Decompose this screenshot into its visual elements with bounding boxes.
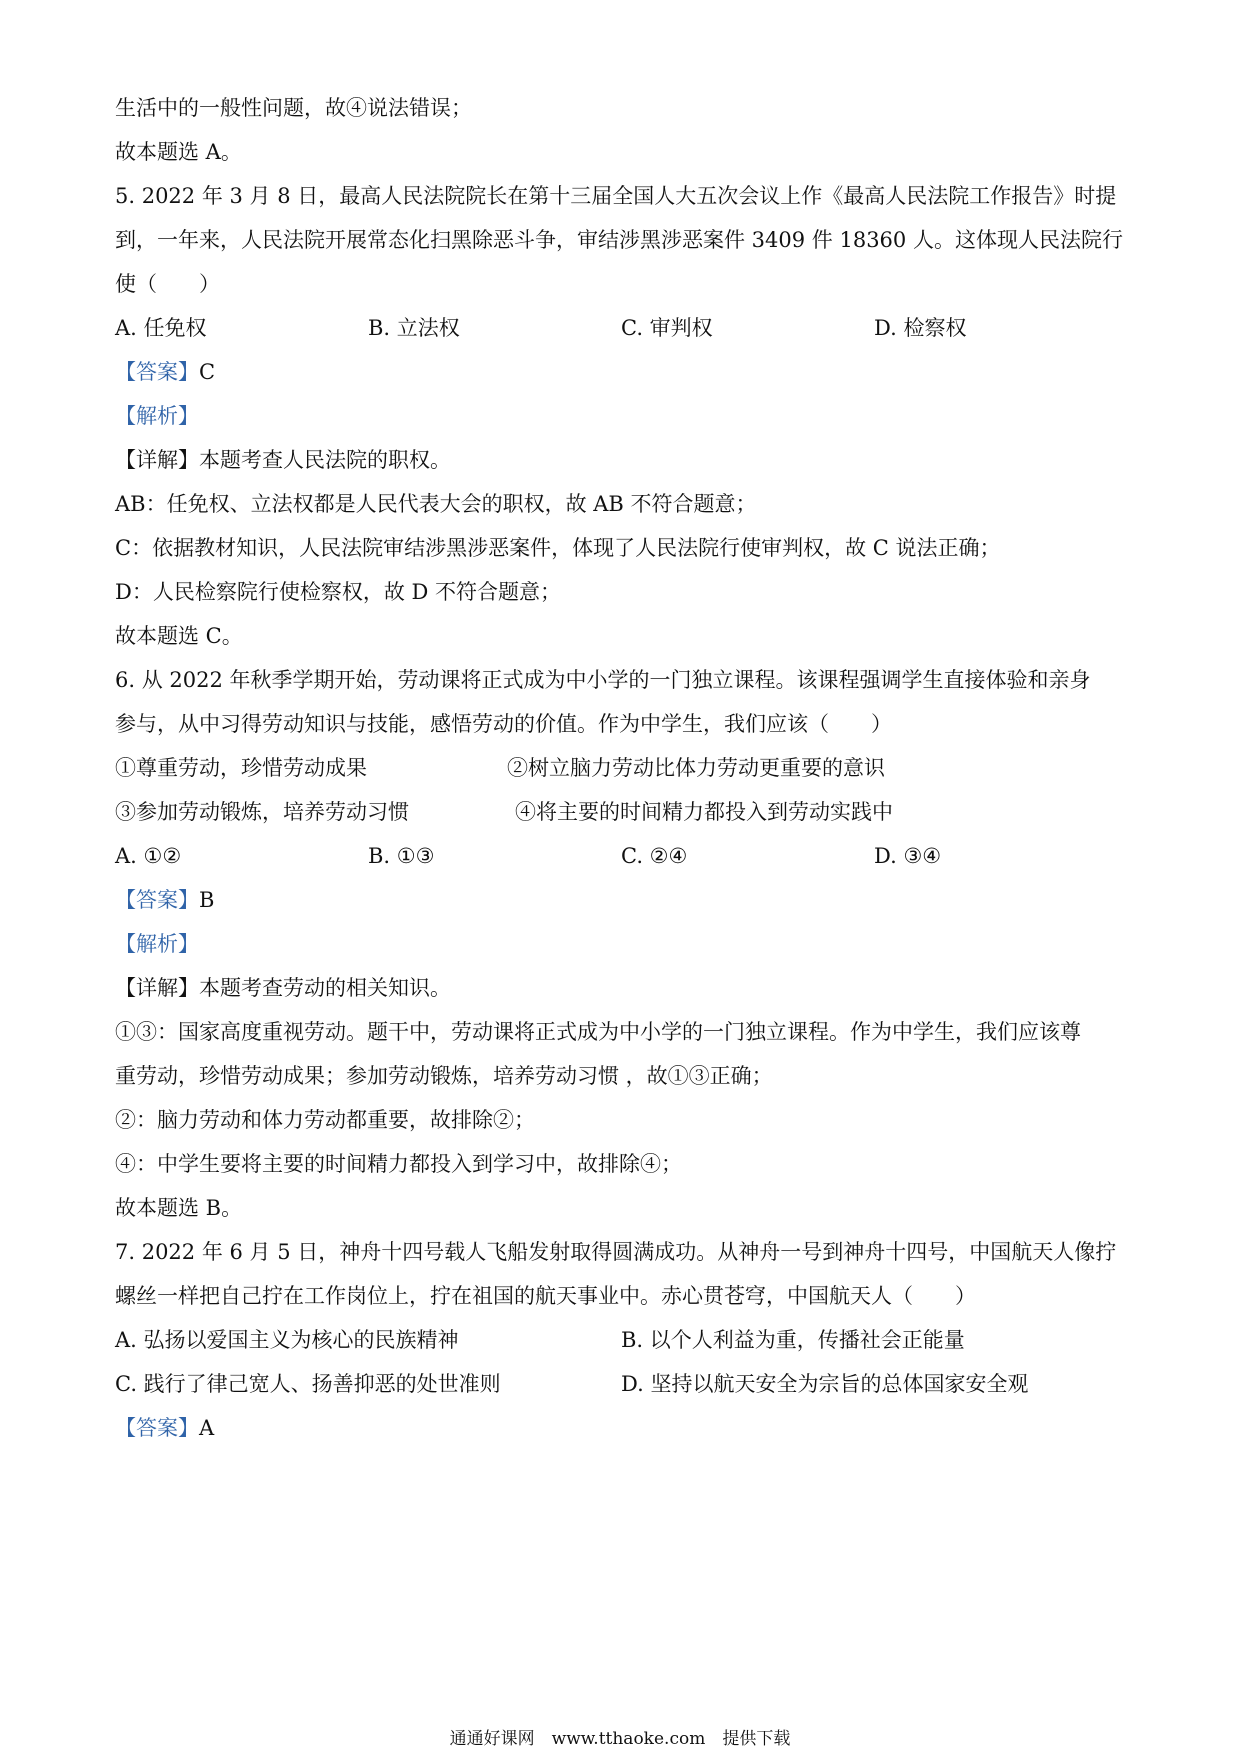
explanation-line: D：人民检察院行使检察权，故 D 不符合题意； [115,580,562,604]
explanation-line: 重劳动，珍惜劳动成果；参加劳动锻炼，培养劳动习惯 ，故①③正确； [115,1064,773,1088]
option-a: A. ①② [115,844,182,868]
select-line: 故本题选 C。 [115,624,243,648]
question-5-stem: 使（ ） [115,272,220,296]
detail-tag: 【详解】 [115,448,199,472]
detail-text: 本题考查劳动的相关知识。 [199,976,451,1000]
explanation-line: AB：任免权、立法权都是人民代表大会的职权，故 AB 不符合题意； [115,492,757,516]
option-a: A. 弘扬以爱国主义为核心的民族精神 [115,1328,459,1352]
option-d: D. 坚持以航天安全为宗旨的总体国家安全观 [621,1372,1029,1396]
answer-tag: 【答案】 [115,360,199,384]
option-c: C. 审判权 [621,316,713,340]
answer-value: C [199,360,216,384]
analysis-tag: 【解析】 [115,932,199,956]
option-a: A. 任免权 [115,316,207,340]
detail-text: 本题考查人民法院的职权。 [199,448,451,472]
explanation-line: C：依据教材知识，人民法院审结涉黑涉恶案件，体现了人民法院行使审判权，故 C 说法正确； [115,536,1001,560]
question-7-stem: 螺丝一样把自己拧在工作岗位上，拧在祖国的航天事业中。赤心贯苍穹，中国航天人（ ） [115,1284,976,1308]
answer-line [115,1413,214,1443]
answer-line [115,357,215,387]
page-footer: 通通好课网 www.tthaoke.com 提供下载 [449,1729,791,1749]
answer-tag: 【答案】 [115,888,199,912]
statement-4: ④将主要的时间精力都投入到劳动实践中 [515,800,893,824]
analysis-line [115,401,199,431]
answer-value: A [199,1416,215,1440]
text-line: 生活中的一般性问题，故④说法错误； [115,96,472,120]
option-d: D. ③④ [874,844,942,868]
explanation-line: ②：脑力劳动和体力劳动都重要，故排除②； [115,1108,535,1132]
detail-line [115,973,451,1003]
statement-1: ①尊重劳动，珍惜劳动成果 [115,756,367,780]
select-line: 故本题选 B。 [115,1196,243,1220]
analysis-line [115,929,199,959]
question-7-stem: 7. 2022 年 6 月 5 日，神舟十四号载人飞船发射取得圆满成功。从神舟一号到神舟十四号，中国航天人像拧 [115,1240,1117,1264]
text-line: 故本题选 A。 [115,140,242,164]
explanation-line: ④：中学生要将主要的时间精力都投入到学习中，故排除④； [115,1152,682,1176]
detail-line [115,445,451,475]
analysis-tag: 【解析】 [115,404,199,428]
explanation-line: ①③：国家高度重视劳动。题干中，劳动课将正式成为中小学的一门独立课程。作为中学生，我们应该尊 [115,1020,1081,1044]
answer-value: B [199,888,215,912]
question-6-stem: 参与，从中习得劳动知识与技能，感悟劳动的价值。作为中学生，我们应该（ ） [115,712,892,736]
option-c: C. 践行了律己宽人、扬善抑恶的处世准则 [115,1372,501,1396]
option-b: B. 立法权 [368,316,460,340]
option-d: D. 检察权 [874,316,967,340]
option-c: C. ②④ [621,844,688,868]
option-b: B. ①③ [368,844,435,868]
question-5-stem: 到，一年来，人民法院开展常态化扫黑除恶斗争，审结涉黑涉恶案件 3409 件 18360 人。这体现人民法院行 [115,228,1123,252]
answer-line [115,885,214,915]
question-5-stem: 5. 2022 年 3 月 8 日，最高人民法院院长在第十三届全国人大五次会议上作《最高人民法院工作报告》时提 [115,184,1117,208]
detail-tag: 【详解】 [115,976,199,1000]
statement-3: ③参加劳动锻炼，培养劳动习惯 [115,800,409,824]
option-b: B. 以个人利益为重，传播社会正能量 [621,1328,965,1352]
answer-tag: 【答案】 [115,1416,199,1440]
statement-2: ②树立脑力劳动比体力劳动更重要的意识 [507,756,885,780]
question-6-stem: 6. 从 2022 年秋季学期开始，劳动课将正式成为中小学的一门独立课程。该课程强调学生直接体验和亲身 [115,668,1091,692]
